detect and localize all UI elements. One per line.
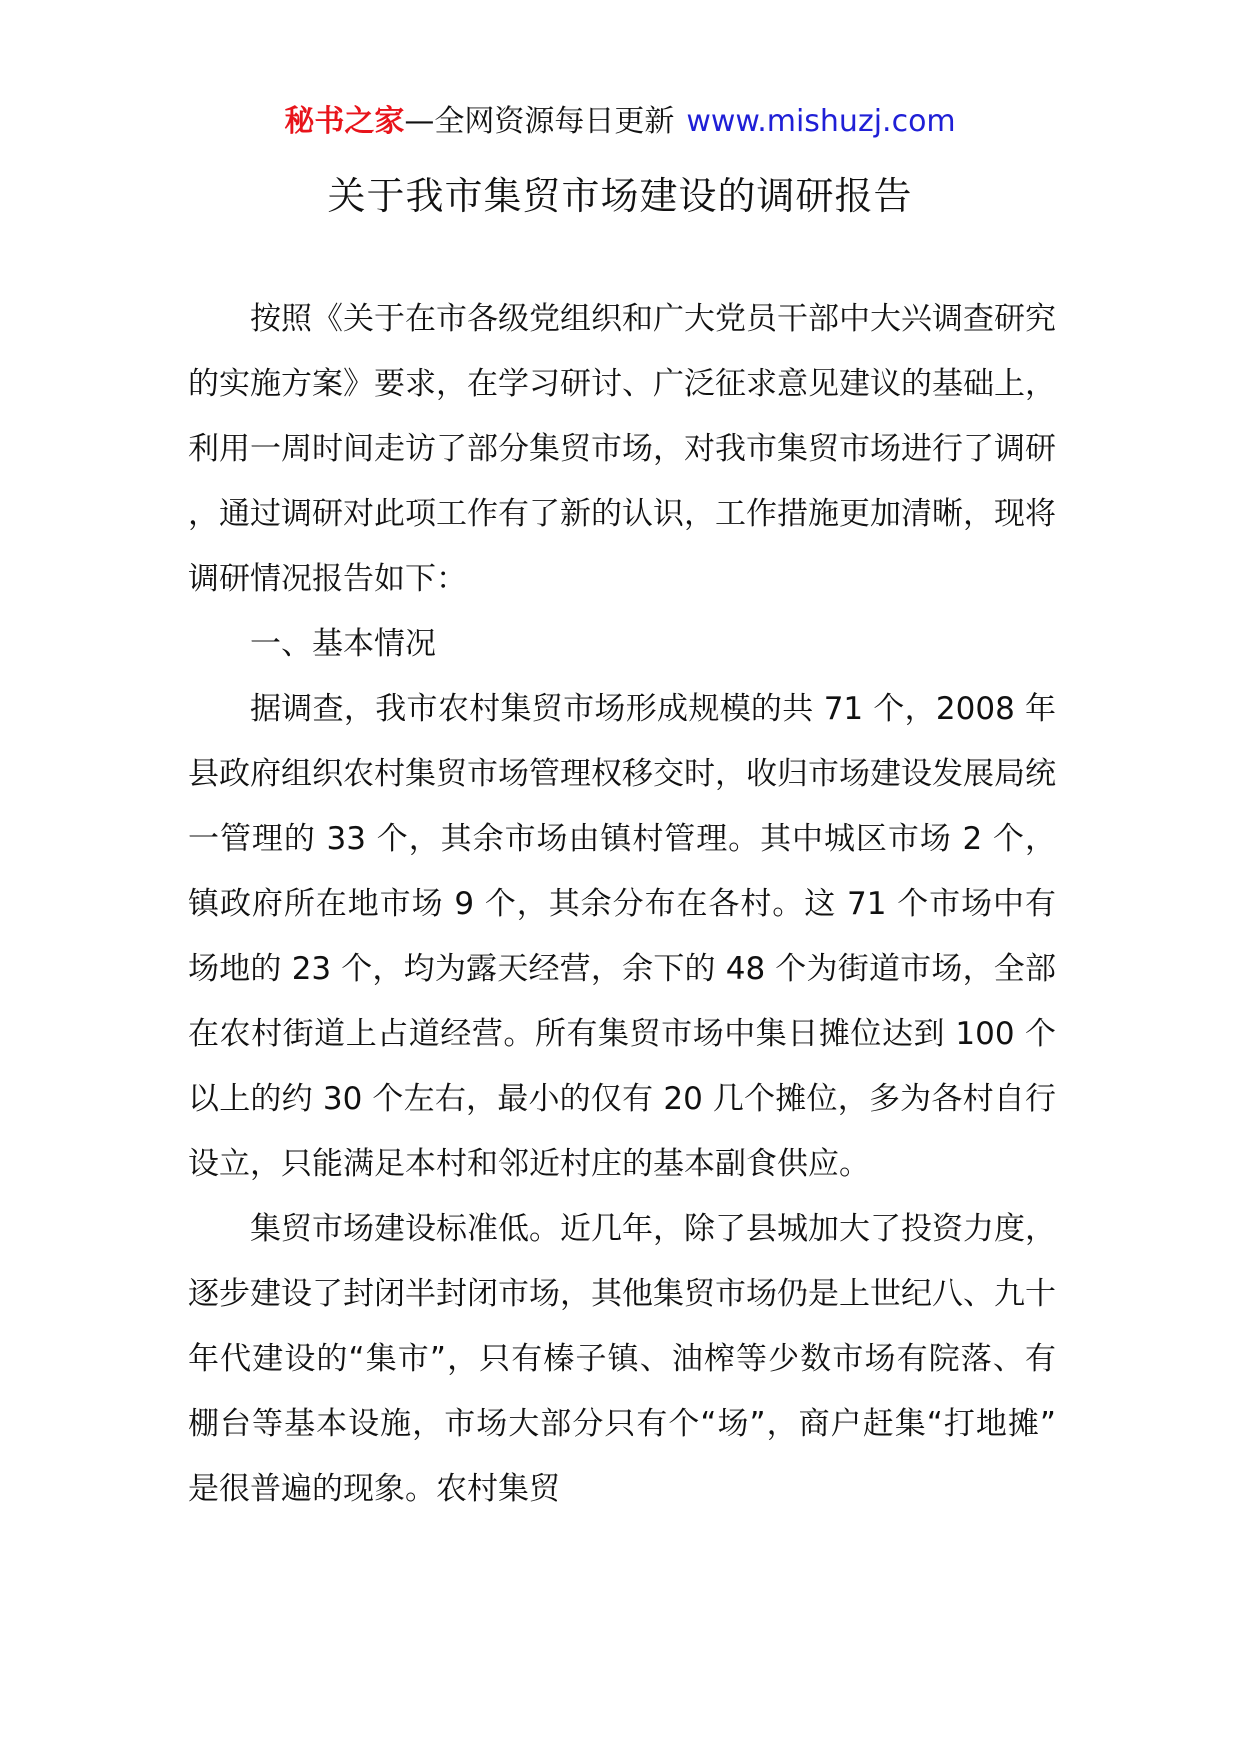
- paragraph-low-standards: 集贸市场建设标准低。近几年，除了县城加大了投资力度，逐步建设了封闭半封闭市场，其他集贸市场仍是上世纪八、九十年代建设的“集市”，只有榛子镇、油榨等少数市场有院落、有棚台等基本设施，市场大部分只有个“场”，商户赶集“打地摊”是很普遍的现象。农村集贸: [188, 1211, 1056, 1507]
- document-body: [188, 287, 1056, 1522]
- site-header: [0, 100, 1240, 144]
- site-brand: 秘书之家: [284, 104, 405, 139]
- section-heading-basic-situation: 一、基本情况: [250, 626, 436, 662]
- document-title: 关于我市集贸市场建设的调研报告: [327, 174, 913, 218]
- paragraph-intro: 按照《关于在市各级党组织和广大党员干部中大兴调查研究的实施方案》要求，在学习研讨、广泛征求意见建议的基础上，利用一周时间走访了部分集贸市场，对我市集贸市场进行了调研，通过调研对此项工作有了新的认识，工作措施更加清晰，现将调研情况报告如下：: [188, 301, 1056, 597]
- site-tagline: —全网资源每日更新: [404, 104, 675, 139]
- site-url-link[interactable]: www.mishuzj.com: [686, 104, 956, 139]
- paragraph-survey-findings: 据调查，我市农村集贸市场形成规模的共 71 个，2008 年县政府组织农村集贸市场管理权移交时，收归市场建设发展局统一管理的 33 个，其余市场由镇村管理。其中城区市场 2 个，镇政府所在地市场 9 个，其余分布在各村。这 71 个市场中有场地的 23 个，均为露天经营，余下的 48 个为街道市场，全部在农村街道上占道经营。所有集贸市场中集日摊位达到 100 个以上的约 30 个左右，最小的仅有 20 几个摊位，多为各村自行设立，只能满足本村和邻近村庄的基本副食供应。: [188, 691, 1056, 1182]
